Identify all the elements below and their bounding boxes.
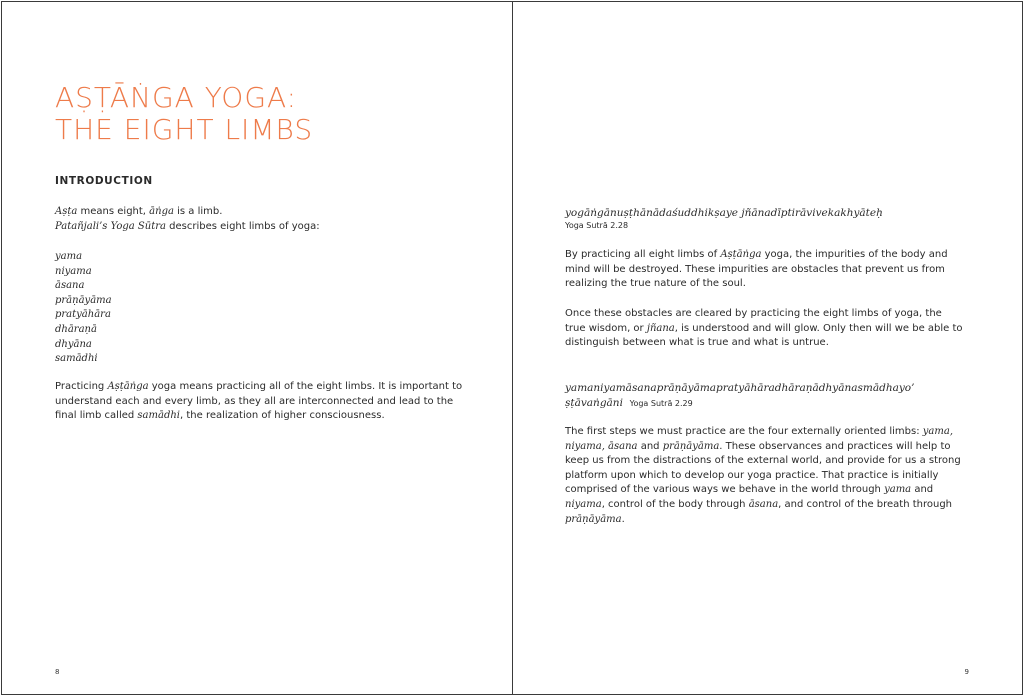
sutra-text: yogāṅgānuṣṭhānādaśuddhikṣaye jñānadīptirāvivekakhyāteḥ xyxy=(565,207,883,219)
sutra-reference: Yoga Sutrā 2.29 xyxy=(629,399,693,408)
list-item: dhāraṇā xyxy=(55,323,97,335)
intro-text: describes eight limbs of yoga: xyxy=(165,220,320,232)
paragraph-text: , control of the body through xyxy=(601,498,749,510)
term-asana: āsana xyxy=(748,498,779,510)
sutra-2-29 xyxy=(565,381,965,411)
intro-text: means eight, xyxy=(77,206,150,217)
chapter-title xyxy=(55,82,313,146)
sutra-reference: Yoga Sutrā 2.28 xyxy=(565,221,629,230)
chapter-title-line-2: THE EIGHT LIMBS xyxy=(55,113,314,146)
book-reference: Patañjali’s Yoga Sūtra xyxy=(55,220,166,232)
left-page xyxy=(2,2,513,694)
term-samadhi: samādhi xyxy=(137,410,180,422)
paragraph-text: , is understood and will glow. Only then will we be able to distinguish between what is true and what is untrue. xyxy=(565,322,963,349)
list-item: āsana xyxy=(55,280,85,292)
term-anga: āṅga xyxy=(149,206,174,217)
term-niyama: niyama xyxy=(565,498,602,510)
term-astanga: Aṣṭāṅga xyxy=(107,381,149,392)
intro-text: is a limb. xyxy=(173,206,223,217)
paragraph-text: yoga means practicing all of the eight limbs. It is important to understand each and every limb, as they all are interconnected and lead to the final limb called xyxy=(55,381,463,422)
paragraph-text: . These observances and practices will help to keep us from the distractions of the external world, and provide for us a strong platform upon which to develop our yoga practice. That practice is initially comprised of the various ways we behave in the world through xyxy=(565,440,961,496)
term-pranayama: prāṇāyāma xyxy=(565,513,622,525)
term-limbs: yama, niyama, āsana xyxy=(565,426,953,452)
external-limbs-paragraph xyxy=(565,425,965,527)
term-asta: Aṣṭa xyxy=(55,206,78,217)
paragraph-text: Practicing xyxy=(55,381,108,392)
intro-paragraph xyxy=(55,205,475,234)
paragraph-text: . xyxy=(621,513,625,525)
paragraph-text: , the realization of higher consciousness. xyxy=(180,410,385,422)
list-item: niyama xyxy=(55,265,92,277)
list-item: pratyāhāra xyxy=(55,309,111,321)
list-item: prāṇāyāma xyxy=(55,294,112,306)
sutra-text: yamaniyamāsanaprāṇāyāmapratyāhāradhāraṇādhyānasmādhayo’ ṣṭāvaṅgāni xyxy=(565,382,915,409)
paragraph-text: yoga, the impurities of the body and mind will be destroyed. These impurities are obstacles that prevent us from realizing the true nature of the soul. xyxy=(565,249,948,290)
term-pranayama: prāṇāyāma xyxy=(662,440,720,452)
practice-paragraph xyxy=(55,380,475,424)
list-item: dhyāna xyxy=(55,338,92,350)
list-item: yama xyxy=(55,251,83,262)
book-spread xyxy=(1,1,1023,695)
paragraph-text: The first steps we must practice are the four externally oriented limbs: xyxy=(565,426,923,437)
term-astanga: Aṣṭāṅga xyxy=(720,249,762,260)
paragraph-text: Once these obstacles are cleared by practicing the eight limbs of yoga, the true wisdom, or xyxy=(565,308,942,334)
paragraph-text: By practicing all eight limbs of xyxy=(565,249,721,260)
paragraph-text: , and control of the breath through xyxy=(778,498,953,510)
term-jnana: jñana xyxy=(646,322,675,334)
chapter-title-line-1: AṢṬĀṄGA YOGA: xyxy=(55,81,298,114)
page-number-left: 8 xyxy=(55,668,60,676)
term-yama: yama xyxy=(884,484,912,496)
right-page xyxy=(513,2,1022,694)
paragraph-text: and xyxy=(911,484,934,496)
wisdom-paragraph xyxy=(565,307,965,351)
page-number-right: 9 xyxy=(964,668,969,676)
list-item: samādhi xyxy=(55,353,98,365)
purification-paragraph xyxy=(565,248,965,292)
eight-limbs-list xyxy=(55,250,112,367)
paragraph-text: and xyxy=(637,440,663,452)
section-heading: INTRODUCTION xyxy=(55,175,153,187)
sutra-2-28 xyxy=(565,206,965,230)
